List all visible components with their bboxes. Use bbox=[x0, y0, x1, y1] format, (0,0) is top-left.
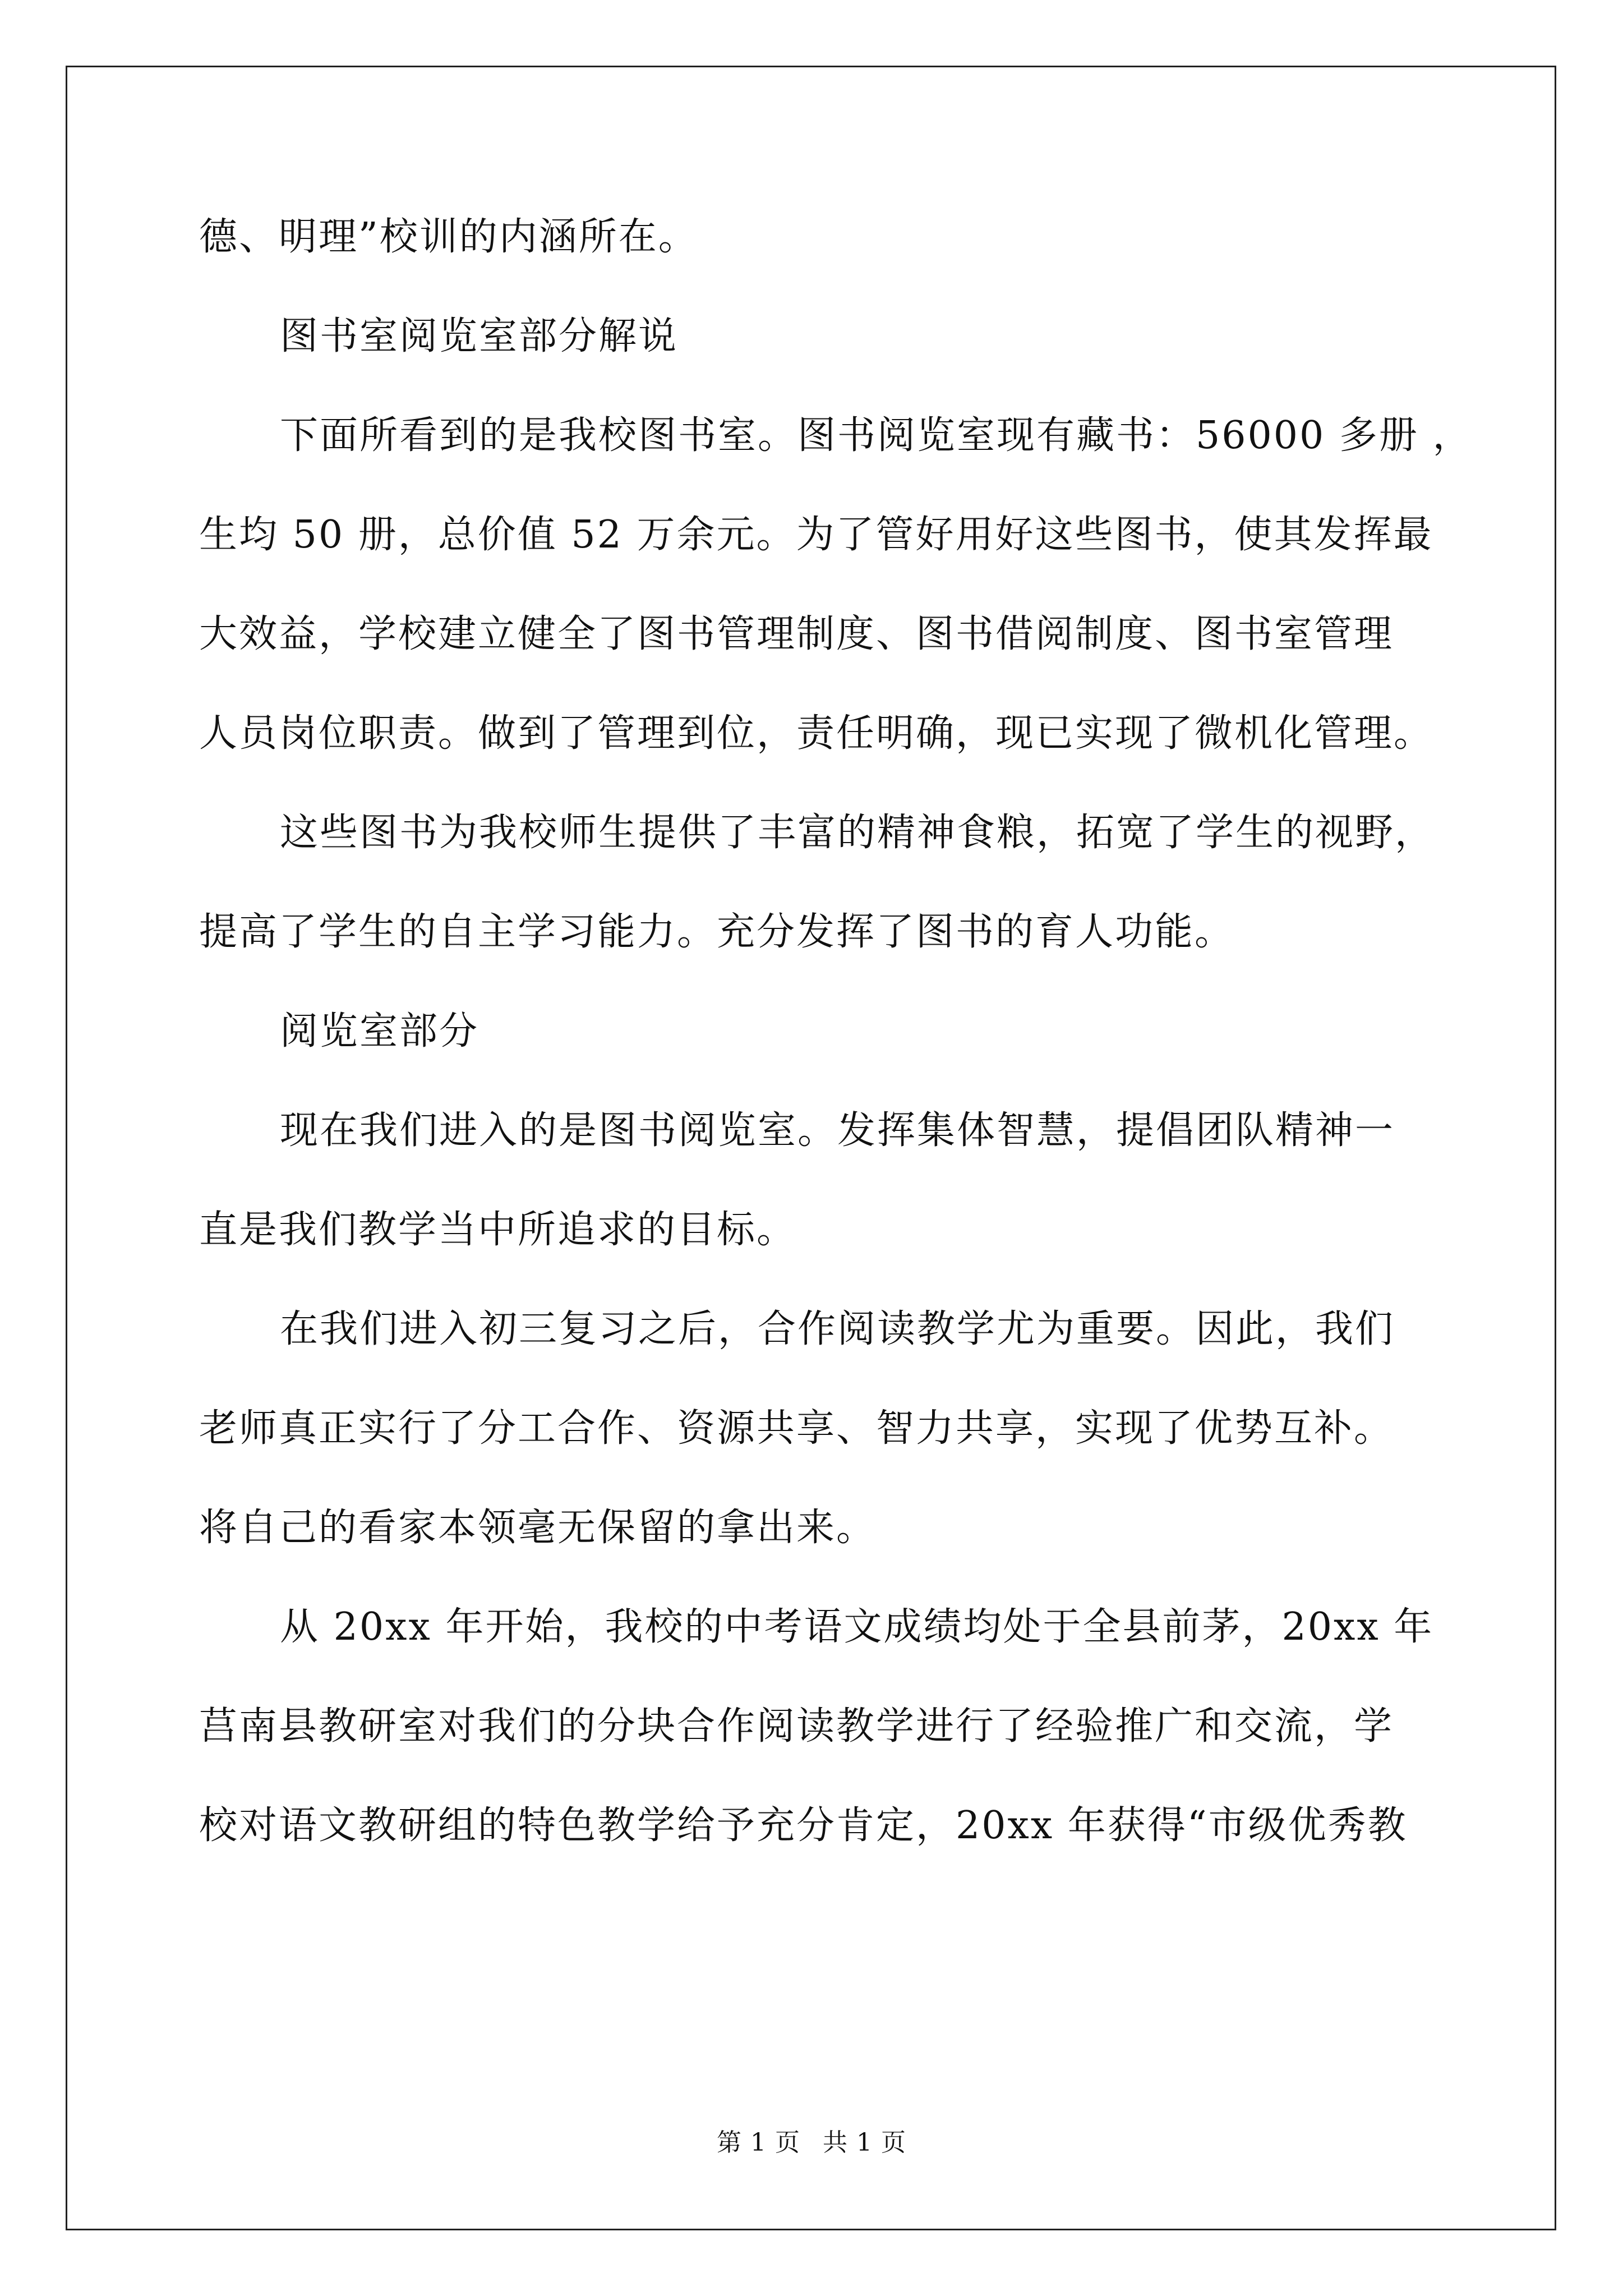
text-line: 校对语文教研组的特色教学给予充分肯定，20xx 年获得“市级优秀教 bbox=[199, 1803, 1408, 1848]
section-heading: 图书室阅览室部分解说 bbox=[280, 314, 679, 358]
text-line: 老师真正实行了分工合作、资源共享、智力共享，实现了优势互补。 bbox=[199, 1406, 1394, 1451]
text-line: 大效益，学校建立健全了图书管理制度、图书借阅制度、图书室管理 bbox=[199, 612, 1394, 656]
text-line: 人员岗位职责。做到了管理到位，责任明确，现已实现了微机化管理。 bbox=[199, 711, 1434, 756]
text-line: 德、明理”校训的内涵所在。 bbox=[199, 215, 698, 259]
page-footer bbox=[0, 2126, 1623, 2160]
text-line: 直是我们教学当中所追求的目标。 bbox=[199, 1208, 797, 1252]
page-number: 第 1 页 bbox=[717, 2128, 800, 2157]
text-line: 下面所看到的是我校图书室。图书阅览室现有藏书：56000 多册 ， bbox=[280, 413, 1473, 458]
text-line: 从 20xx 年开始，我校的中考语文成绩均处于全县前茅，20xx 年 bbox=[280, 1605, 1434, 1649]
text-line: 将自己的看家本领毫无保留的拿出来。 bbox=[199, 1506, 877, 1550]
page-total: 共 1 页 bbox=[823, 2128, 906, 2157]
section-heading: 阅览室部分 bbox=[280, 1009, 479, 1053]
text-line: 生均 50 册，总价值 52 万余元。为了管好用好这些图书，使其发挥最 bbox=[199, 513, 1433, 557]
text-line: 这些图书为我校师生提供了丰富的精神食粮，拓宽了学生的视野， bbox=[280, 811, 1435, 855]
text-line: 提高了学生的自主学习能力。充分发挥了图书的育人功能。 bbox=[199, 910, 1235, 954]
text-line: 莒南县教研室对我们的分块合作阅读教学进行了经验推广和交流，学 bbox=[199, 1704, 1394, 1749]
text-line: 现在我们进入的是图书阅览室。发挥集体智慧，提倡团队精神一 bbox=[280, 1108, 1395, 1153]
text-line: 在我们进入初三复习之后，合作阅读教学尤为重要。因此，我们 bbox=[280, 1307, 1395, 1351]
